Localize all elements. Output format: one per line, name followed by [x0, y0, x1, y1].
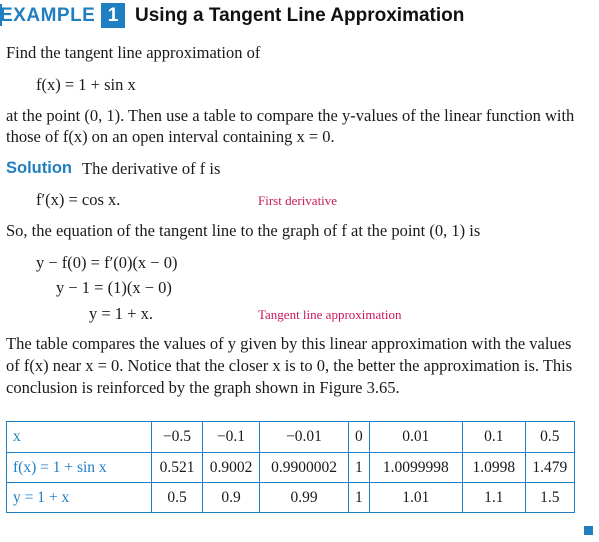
table-cell: −0.01: [260, 422, 349, 453]
table-cell: −0.5: [152, 422, 203, 453]
derivative-equation: f′(x) = cos x.: [36, 190, 121, 209]
table-cell: 1.5: [525, 483, 574, 513]
function-definition: f(x) = 1 + sin x: [36, 75, 136, 94]
table-cell: 0.01: [369, 422, 462, 453]
paragraph-line1: The table compares the values of y given by this linear approximation with the values: [6, 334, 572, 353]
table-row-x: [7, 422, 575, 453]
table-cell: 0: [349, 422, 370, 453]
solution-lead: The derivative of f is: [82, 159, 221, 178]
table-cell: 1.01: [369, 483, 462, 513]
table-cell: 0.9: [203, 483, 260, 513]
table-header-f: f(x) = 1 + sin x: [7, 453, 152, 483]
problem-intro: Find the tangent line approximation of: [6, 43, 261, 62]
table-cell: 0.5: [152, 483, 203, 513]
table-cell: 1.479: [525, 453, 574, 483]
table-row-f: [7, 453, 575, 483]
table-cell: 1.0099998: [369, 453, 462, 483]
tangent-equation-step2: y − 1 = (1)(x − 0): [56, 278, 172, 297]
table-cell: 0.9900002: [260, 453, 349, 483]
table-cell: 1: [349, 453, 370, 483]
example-label: EXAMPLE: [0, 5, 96, 26]
comparison-table: [6, 421, 575, 513]
table-cell: −0.1: [203, 422, 260, 453]
solution-label: Solution: [6, 159, 72, 177]
problem-text-line1: at the point (0, 1). Then use a table to compare the y-values of the linear function with: [6, 106, 575, 125]
tangent-note: Tangent line approximation: [258, 307, 402, 322]
paragraph-line2: of f(x) near x = 0. Notice that the closer x is to 0, the better the approximation is. This: [6, 356, 573, 375]
table-row-y: [7, 483, 575, 513]
table-cell: 1.0998: [462, 453, 525, 483]
tangent-equation-step1: y − f(0) = f′(0)(x − 0): [36, 253, 178, 272]
table-cell: 0.1: [462, 422, 525, 453]
example-title: Using a Tangent Line Approximation: [135, 5, 465, 26]
table-header-x: x: [7, 422, 152, 453]
table-cell: 1: [349, 483, 370, 513]
table-cell: 1.1: [462, 483, 525, 513]
table-cell: 0.9002: [203, 453, 260, 483]
table-cell: 0.521: [152, 453, 203, 483]
problem-text-line2: those of f(x) on an open interval containing x = 0.: [6, 127, 335, 146]
paragraph-line3: conclusion is reinforced by the graph shown in Figure 3.65.: [6, 378, 400, 397]
tangent-intro: So, the equation of the tangent line to the graph of f at the point (0, 1) is: [6, 221, 481, 240]
table-header-y: y = 1 + x: [7, 483, 152, 513]
table-cell: 0.99: [260, 483, 349, 513]
tangent-equation-result: y = 1 + x.: [89, 304, 153, 323]
end-of-example-square-icon: [584, 526, 593, 535]
derivative-note: First derivative: [258, 193, 338, 208]
example-number-badge: 1: [101, 3, 125, 28]
table-cell: 0.5: [525, 422, 574, 453]
